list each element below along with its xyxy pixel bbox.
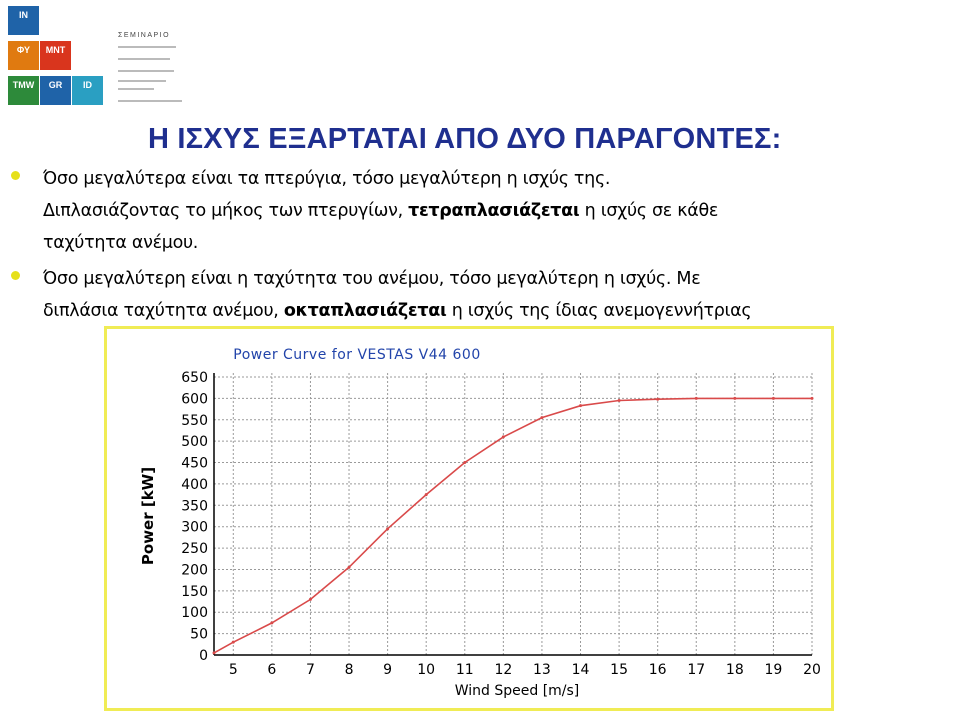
data-point <box>772 397 775 400</box>
bullet2-line2-pre: διπλάσια ταχύτητα ανέμου, <box>43 301 284 321</box>
y-tick-label: 150 <box>181 583 208 600</box>
x-tick-label: 8 <box>344 662 354 678</box>
seminar-text-line <box>118 70 174 72</box>
y-tick-label: 600 <box>181 391 208 408</box>
chart-title: Power Curve for VESTAS V44 600 <box>233 347 481 363</box>
x-tick-label: 6 <box>267 662 277 678</box>
x-tick-label: 18 <box>725 662 744 678</box>
y-tick-label: 450 <box>181 455 208 472</box>
y-axis-label: Power [kW] <box>139 466 157 566</box>
seminar-text-line <box>118 46 176 48</box>
logo-tile: IN <box>8 6 39 35</box>
logo-tile: ΦΥ <box>8 41 39 70</box>
seminar-text-line <box>118 88 154 90</box>
data-point <box>232 641 235 644</box>
y-tick-label: 100 <box>181 605 208 622</box>
data-point <box>656 398 659 401</box>
x-tick-label: 15 <box>610 662 629 678</box>
x-tick-label: 13 <box>533 662 551 678</box>
data-point <box>502 435 505 438</box>
seminar-text-line <box>118 80 166 82</box>
data-point <box>386 527 389 530</box>
y-tick-label: 250 <box>181 541 208 558</box>
bullet2-line2-bold: οκταπλασιάζεται <box>283 301 447 321</box>
bullet1-line2-post: η ισχύς σε κάθε <box>579 201 719 221</box>
y-tick-label: 300 <box>181 519 208 536</box>
x-tick-label: 20 <box>803 662 821 678</box>
x-tick-label: 19 <box>764 662 783 678</box>
power-curve-chart-frame <box>104 326 834 711</box>
data-point <box>618 399 621 402</box>
x-tick-label: 9 <box>383 662 393 678</box>
y-tick-label: 200 <box>181 562 208 579</box>
data-point <box>425 493 428 496</box>
seminar-text-line <box>118 100 182 102</box>
data-point <box>733 397 736 400</box>
seminar-title: ΣΕΜΙΝΑΡΙΟ <box>118 32 171 39</box>
bullet-marker <box>11 171 20 180</box>
x-axis-label: Wind Speed [m/s] <box>454 683 580 699</box>
y-tick-label: 550 <box>181 412 208 429</box>
data-point <box>270 621 273 624</box>
y-tick-label: 50 <box>190 626 208 643</box>
x-tick-label: 10 <box>417 662 436 678</box>
logo-tile: GR <box>40 76 71 105</box>
bullet2-line2 <box>43 295 751 328</box>
x-tick-label: 17 <box>687 662 706 678</box>
bullet1-line1: Όσο μεγαλύτερα είναι τα πτερύγια, τόσο μεγαλύτερη η ισχύς της. <box>43 169 611 189</box>
logo-tile: MNT <box>40 41 71 70</box>
y-tick-label: 350 <box>181 498 208 515</box>
seminar-logo <box>0 0 196 110</box>
x-tick-label: 5 <box>228 662 238 678</box>
bullet2-line1: Όσο μεγαλύτερη είναι η ταχύτητα του ανέμου, τόσο μεγαλύτερη η ισχύς. Με <box>43 269 701 289</box>
x-tick-label: 14 <box>571 662 590 678</box>
y-tick-label: 650 <box>181 370 208 386</box>
x-tick-label: 12 <box>494 662 513 678</box>
data-point <box>695 397 698 400</box>
data-point <box>463 461 466 464</box>
bullet1-line3: ταχύτητα ανέμου. <box>43 233 199 253</box>
logo-tile: TMW <box>8 76 39 105</box>
y-tick-label: 0 <box>199 648 208 664</box>
data-point <box>213 651 216 654</box>
data-point <box>811 397 814 400</box>
logo-tile: ID <box>72 76 103 105</box>
y-tick-label: 500 <box>181 434 208 451</box>
bullet1-line2-pre: Διπλασιάζοντας το μήκος των πτερυγίων, <box>43 201 409 221</box>
x-tick-label: 7 <box>305 662 315 678</box>
data-point <box>579 404 582 407</box>
slide-title: Η ΙΣΧΥΣ ΕΞΑΡΤΑΤΑΙ ΑΠΟ ΔΥΟ ΠΑΡΑΓΟΝΤΕΣ: <box>148 123 782 155</box>
data-point <box>309 598 312 601</box>
y-tick-label: 400 <box>181 476 208 493</box>
seminar-text-line <box>118 58 170 60</box>
bullet-marker <box>11 271 20 280</box>
bullet1-line2-bold: τετραπλασιάζεται <box>408 201 580 221</box>
x-tick-label: 16 <box>648 662 667 678</box>
power-curve-chart <box>107 329 831 708</box>
x-tick-label: 11 <box>455 662 474 678</box>
bullet2-line2-post: η ισχύς της ίδιας ανεμογεννήτριας <box>446 301 752 321</box>
bullet1-line2 <box>43 195 718 228</box>
data-point <box>540 416 543 419</box>
data-point <box>348 566 351 569</box>
